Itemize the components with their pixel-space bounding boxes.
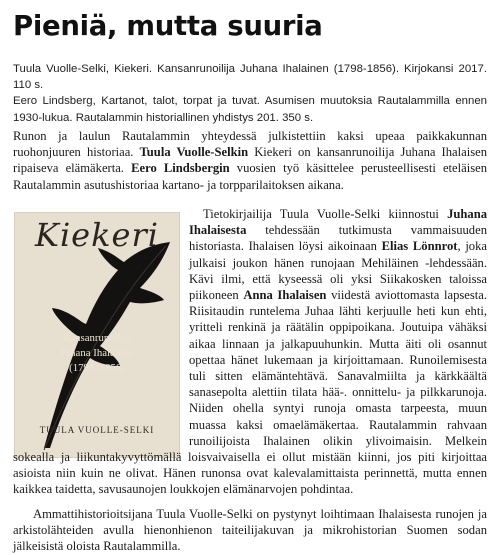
lead-text-1: Runon ja laulun Rautalammin yhteydessä julkistettiin kaksi upeaa paikkakunnan ruohonjuuren historiaa.: [13, 129, 487, 160]
cover-wrap-spacer: [13, 206, 189, 449]
body-text: Tietokirjailija Tuula Vuolle-Selki kiinnostui: [203, 207, 448, 221]
lead-name-lindsberg: Eero Lindsbergin: [131, 161, 230, 176]
body-text: viidestä aviottomasta lapsesta. Riisitaudin runtelema Juhaa lähti kerjuulle heti kun ehti, yritteli renkinä ja räätälin oppipoikana. Joutuipa vähäksi aikaa linnaan ja jalkapuuhunkin. Mutta äiti oli osannut opettaa hänet lukemaan ja kirjoittamaan. Runoilemisesta tuli sitten elämäntehtävä. Sanavalmiilta ja kärkkäältä sanasepolta alettiin tilata hää-. onnittelu- ja pilkkarunoja. Niiden ohella syntyi runoja omasta tarpeesta, muun muassa kaksi omaelämäkertaa. Rautalammin rahvaan runoilijoista Ihalainen olikin ylivoimaisin. Melkein sokealla ja liikuntakyvyttömällä loisvaivaisella ei ollut mistään kiinni, jos piti kirjoittaa asioista niin kuin ne olivat. Hänen runonsa ovat kalevalamittaista perinnettä, mutta ennen kaikkea taidetta, savusaunojen loukkojen elämänarvojen pohdintaa.: [13, 288, 487, 497]
article-headline: Pieniä, mutta suuria: [13, 10, 323, 42]
bibliography-block: [13, 61, 487, 126]
cover-subtitle-line: Juhana Ihalainen: [60, 347, 134, 359]
cover-author: TUULA VUOLLE-SELKI: [39, 425, 155, 435]
lead-text-3: vuosien työ käsittelee perusteellisesti eteläisen Rautalammin asutushistoriaa kartano- ja torpparilaitoksen aikana.: [13, 161, 488, 192]
lead-name-vuolle-selki: Tuula Vuolle-Selkin: [139, 145, 249, 160]
cover-subtitle-line: (1798–1856): [69, 362, 125, 374]
body-name-ihalainen: Juhana Ihalaisesta: [189, 207, 487, 238]
body-name-anna-ihalainen: Anna Ihalaisen: [243, 288, 327, 303]
cover-subtitle-line: Kansanrunoilija: [62, 332, 132, 344]
body-text: , joka julkaisi joukon hänen runojaan Mehiläinen -lehdessään. Kävi ilmi, että kyseessä oli yksi Siikakosken taloissa piikoneen: [189, 239, 487, 303]
cover-title: Kiekeri: [35, 216, 159, 254]
body-name-lonnrot: Elias Lönnrot: [381, 239, 458, 254]
bibliography-entry-2: Eero Lindsberg, Kartanot, talot, torpat ja tuvat. Asumisen muutoksia Rautalammilla ennen 1930-lukua. Rautalammin historiallinen yhdistys 201. 350 s.: [13, 95, 487, 124]
bibliography-entry-1: Tuula Vuolle-Selki, Kiekeri. Kansanrunoilija Juhana Ihalainen (1798-1856). Kirjokansi 2017. 110 s.: [13, 63, 487, 92]
body-paragraph-2: Ammattihistorioitsijana Tuula Vuolle-Selki on pystynyt loihtimaan Ihalaisesta runojen ja arkistolähteiden avulla hienonhienon taiteilijakuvan ja mikrohistorian Suomen sodan jälkeisistä oloista Rautalammilla.: [13, 507, 487, 554]
lead-paragraph: [13, 128, 487, 193]
lead-text-2: Kiekeri on kansanrunoilija Juhana Ihalaisen ripaiseva elämäkerta.: [13, 145, 488, 176]
body-paragraph-1: [13, 206, 487, 498]
body-text: tehdessään tutkimusta vammaisuuden historiasta. Ihalaisen löysi aikoinaan: [189, 223, 487, 254]
